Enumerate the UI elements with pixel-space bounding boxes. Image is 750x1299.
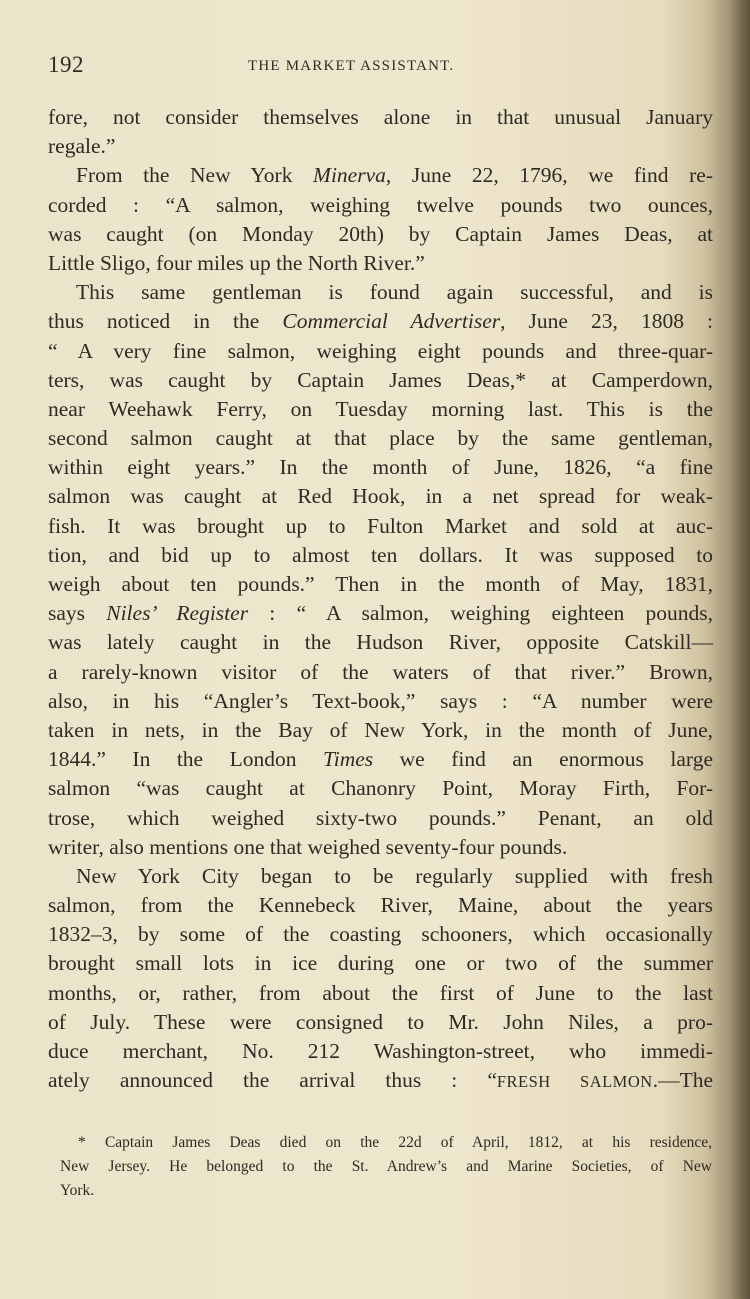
text-line: fish. It was brought up to Fulton Market and sold at auc-	[48, 513, 713, 538]
small-caps-text: FRESH SALMON	[496, 1072, 653, 1092]
text-line: second salmon caught at that place by the same gentleman,	[48, 426, 713, 451]
text-line: regale.”	[48, 134, 116, 159]
text-line: “ A very fine salmon, weighing eight pounds and three-quar-	[48, 338, 713, 363]
footnote	[60, 1131, 712, 1203]
running-title: THE MARKET ASSISTANT.	[248, 58, 455, 74]
text-line: tion, and bid up to almost ten dollars. It was supposed to	[48, 542, 713, 567]
text-line: New York City began to be regularly supplied with fresh	[76, 863, 713, 888]
text-line: also, in his “Angler’s Text-book,” says : “A number were	[48, 688, 713, 713]
text-line	[48, 161, 713, 190]
italic-title: Times	[322, 747, 374, 772]
text-line: trose, which weighed sixty-two pounds.” Penant, an old	[48, 805, 713, 830]
text-line: months, or, rather, from about the first of June to the last	[48, 980, 713, 1005]
text-span: 1844.” In the London	[48, 747, 323, 772]
footnote-line: York.	[60, 1182, 95, 1199]
text-span: , June 22, 1796, we find re-	[385, 163, 713, 188]
text-line: salmon was caught at Red Hook, in a net spread for weak-	[48, 484, 713, 509]
text-line: taken in nets, in the Bay of New York, in the month of June,	[48, 717, 713, 742]
text-line: fore, not consider themselves alone in that unusual January	[48, 105, 713, 129]
text-span: says	[48, 601, 107, 626]
text-line: near Weehawk Ferry, on Tuesday morning last. This is the	[48, 396, 713, 421]
page-header	[48, 52, 700, 86]
italic-title: Commercial Advertiser	[282, 309, 501, 334]
text-line	[48, 307, 713, 336]
text-span: .—The	[652, 1068, 714, 1093]
text-line: ters, was caught by Captain James Deas,* at Camperdown,	[48, 367, 713, 392]
text-line	[48, 1066, 713, 1095]
text-line	[48, 745, 713, 774]
text-line: This same gentleman is found again successful, and is	[76, 280, 713, 305]
italic-title: Niles’ Register	[106, 601, 249, 626]
text-span: : “ A salmon, weighing eighteen pounds,	[248, 601, 713, 626]
text-span: ately announced the arrival thus : “	[48, 1068, 497, 1093]
text-line: a rarely-known visitor of the waters of that river.” Brown,	[48, 659, 713, 684]
body-text	[48, 103, 713, 1095]
text-line: 1832–3, by some of the coasting schooners, which occasionally	[48, 922, 713, 947]
text-span: From the New York	[76, 163, 314, 188]
text-line: was caught (on Monday 20th) by Captain James Deas, at	[48, 221, 713, 246]
text-line: brought small lots in ice during one or two of the summer	[48, 951, 713, 976]
text-line: corded : “A salmon, weighing twelve pounds two ounces,	[48, 192, 713, 217]
text-span: we find an enormous large	[373, 747, 713, 772]
text-line	[48, 599, 713, 628]
text-line: weigh about ten pounds.” Then in the month of May, 1831,	[48, 572, 713, 596]
text-span: thus noticed in the	[48, 309, 283, 334]
text-line: of July. These were consigned to Mr. John Niles, a pro-	[48, 1009, 713, 1034]
text-line: Little Sligo, four miles up the North River.”	[48, 250, 425, 275]
text-span: , June 23, 1808 :	[500, 309, 713, 334]
page-number: 192	[48, 52, 84, 77]
italic-title: Minerva	[313, 163, 386, 188]
text-line: salmon, from the Kennebeck River, Maine, about the years	[48, 893, 713, 918]
text-line: was lately caught in the Hudson River, opposite Catskill—	[48, 630, 713, 655]
footnote-line: * Captain James Deas died on the 22d of April, 1812, at his residence,	[78, 1134, 712, 1151]
text-line: duce merchant, No. 212 Washington-street, who immedi-	[48, 1039, 713, 1063]
page-edge-shadow	[732, 0, 750, 1299]
footnote-line: New Jersey. He belonged to the St. Andrew’s and Marine Societies, of New	[60, 1158, 712, 1175]
text-line: within eight years.” In the month of June, 1826, “a fine	[48, 455, 713, 480]
text-line: writer, also mentions one that weighed seventy-four pounds.	[48, 834, 568, 859]
text-line: salmon “was caught at Chanonry Point, Moray Firth, For-	[48, 776, 713, 801]
